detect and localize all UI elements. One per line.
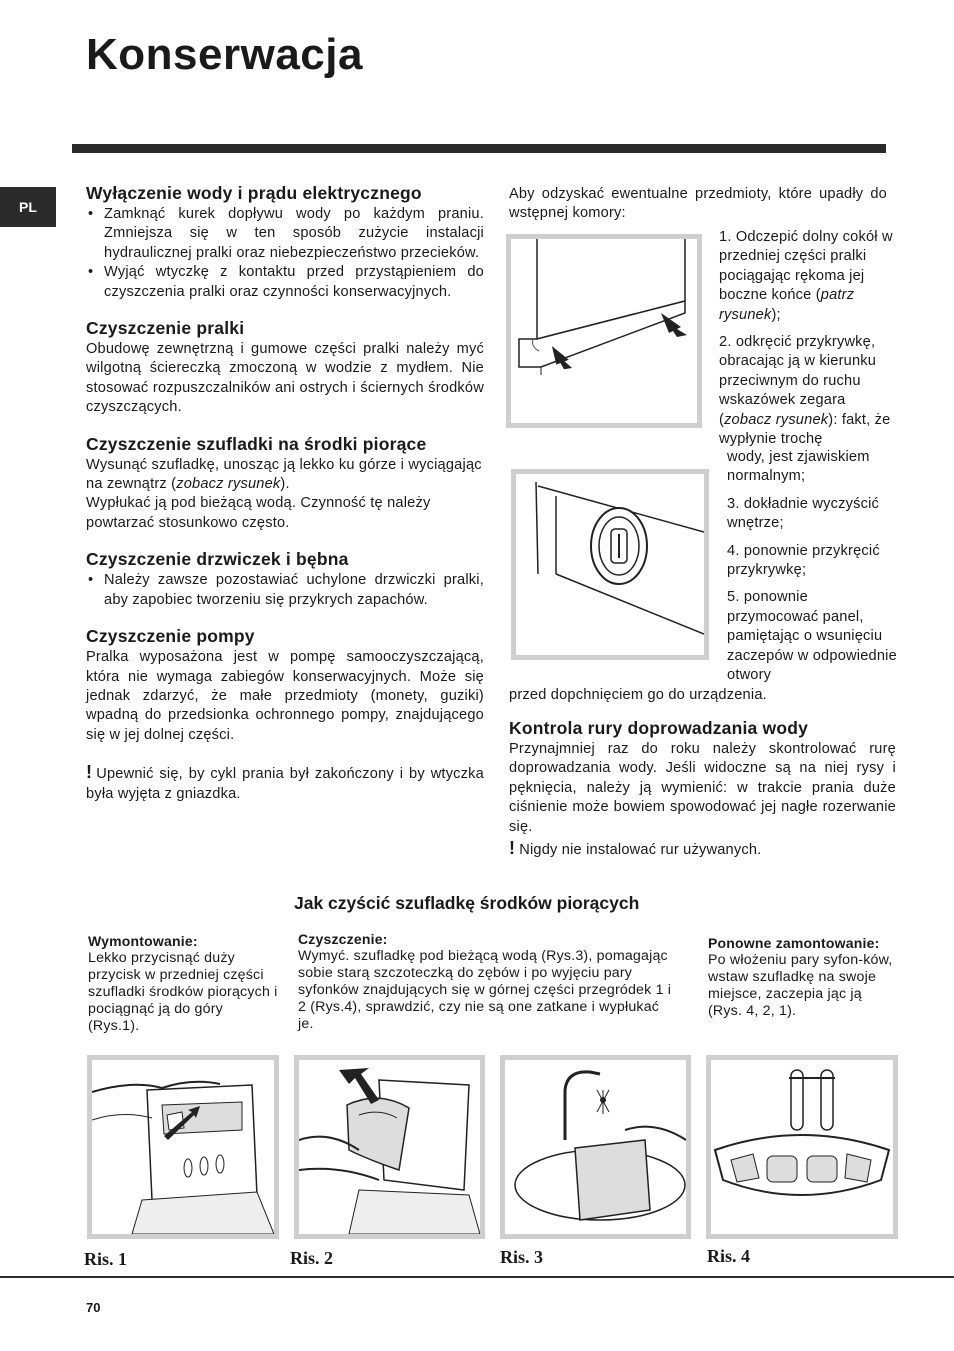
fig1-illustration bbox=[92, 1060, 274, 1234]
language-tab: PL bbox=[0, 187, 56, 227]
fig-2-drawer-lift bbox=[294, 1055, 485, 1239]
column-text: Po włożeniu pary syfon-ków, wstaw szufladkę na swoje miejsce, zaczepia jąc ją (Rys. 4, 2, 1). bbox=[708, 952, 893, 1019]
page-number: 70 bbox=[86, 1300, 101, 1315]
fig2-illustration bbox=[299, 1060, 480, 1234]
step-2 bbox=[719, 333, 899, 449]
section-door-drum bbox=[86, 549, 484, 610]
bullet-item: • Wyjąć wtyczkę z kontaktu przed przystąpieniem do czyszczenia pralki oraz czynności konserwacyjnych. bbox=[86, 263, 484, 302]
figure-label-3: Ris. 3 bbox=[500, 1247, 544, 1267]
step-4: 4. ponownie przykręcić przykrywkę; bbox=[727, 542, 880, 579]
section-text: Przynajmniej raz do roku należy skontrolować rurę doprowadzania wody. Jeśli widoczne są na niej rysy i pęknięcia, należy ją wymienić: w trakcie prania duże ciśnienie może bowiem spowodować jej nagłe rozerwanie się. bbox=[509, 741, 896, 835]
text-part: ): fakt, że wypłynie trochę bbox=[719, 411, 891, 448]
section-pump bbox=[86, 626, 484, 804]
section-text: Pralka wyposażona jest w pompę samooczyszczającą, która nie wymaga zabiegów konserwacyjnych. Może się jednak zdarzyć, że małe przedmioty (monety, guziki) wpadną do przedsionka ochronnego pompy, znajdującego się w jej dolnej części. bbox=[86, 649, 484, 743]
warning-text bbox=[509, 839, 896, 860]
text-part: ); bbox=[771, 306, 781, 323]
column-text: Wymyć. szufladkę pod bieżącą wodą (Rys.3), pomagając sobie starą szczoteczką do zębów i po wyjęciu pary syfonków znajdujących się w górnej części przegródek 1 i 2 (Rys.4), sprawdzić, czy nie są one zatkane i wypłukać je. bbox=[298, 948, 672, 1032]
text-part: 1. Odczepić dolny cokół w przedniej części pralki pociągając rękoma jej boczne końce ( bbox=[719, 229, 893, 304]
removal-column bbox=[88, 933, 278, 1035]
section-heading: Czyszczenie szufladki na środki piorące bbox=[86, 433, 427, 454]
column-text: Lekko przycisnąć duży przycisk w przedniej części szufladki środków piorących i pociągnąć ją do góry (Rys.1). bbox=[88, 950, 278, 1034]
fig3-illustration bbox=[505, 1060, 686, 1234]
section-text bbox=[86, 456, 484, 495]
section-heading: Kontrola rury doprowadzania wody bbox=[509, 718, 809, 738]
fig-4-siphons bbox=[706, 1055, 898, 1239]
text-part: Wysunąć szufladkę, unosząc ją lekko ku górze i wyciągając na zewnątrz ( bbox=[86, 456, 482, 493]
warning-text bbox=[86, 763, 484, 804]
step-5: 5. ponownie przymocować panel, pamiętając o wsunięciu zaczepów w odpowiednie otwory bbox=[727, 589, 897, 684]
pump-steps-cont bbox=[727, 448, 899, 693]
plinth-illustration bbox=[511, 239, 697, 423]
text-italic: patrz rysunek bbox=[719, 287, 855, 323]
section-text: Obudowę zewnętrzną i gumowe części pralki należy myć wilgotną ściereczką zmoczoną w wodzie z mydłem. Nie stosować rozpuszczalników ani ostrych i ściernych środków czyszczących. bbox=[86, 341, 484, 416]
cleaning-column bbox=[298, 931, 678, 1033]
section-drawer-cleaning bbox=[86, 434, 484, 534]
step-5-end: przed dopchnięciem go do urządzenia. bbox=[509, 687, 767, 703]
remount-column bbox=[708, 935, 894, 1020]
pump-cap-figure bbox=[511, 469, 709, 660]
step-1 bbox=[719, 228, 899, 325]
section-text: Wypłukać ją pod bieżącą wodą. Czynność tę należy powtarzać stosunkowo często. bbox=[86, 495, 431, 531]
text-italic: zobacz rysunek bbox=[724, 411, 829, 428]
pump-steps bbox=[719, 228, 899, 449]
text-part: ). bbox=[280, 476, 290, 493]
section-washer-cleaning bbox=[86, 318, 484, 418]
page-title: Konserwacja bbox=[86, 30, 363, 79]
section-hose-check bbox=[509, 718, 896, 860]
footer-rule bbox=[0, 1276, 954, 1278]
bullet-item: • Zamknąć kurek dopływu wody po każdym praniu. Zmniejsza się w ten sposób zużycie instalacji hydraulicznej pralki oraz niebezpieczeństwo przecieków. bbox=[86, 205, 484, 263]
text-part: 2. odkręcić przykrywkę, obracając ją w kierunku przeciwnym do ruchu wskazówek zegara ( bbox=[719, 334, 877, 428]
warning-icon: ! bbox=[509, 838, 516, 859]
section-heading: Czyszczenie drzwiczek i bębna bbox=[86, 549, 349, 570]
figure-label-2: Ris. 2 bbox=[290, 1248, 334, 1268]
figure-label-1: Ris. 1 bbox=[84, 1249, 128, 1269]
section-heading: Czyszczenie pralki bbox=[86, 318, 245, 339]
section-heading: Czyszczenie pompy bbox=[86, 626, 255, 647]
fig-1-drawer-removal bbox=[87, 1055, 279, 1239]
column-title: Wymontowanie: bbox=[88, 933, 198, 949]
column-title: Ponowne zamontowanie: bbox=[708, 935, 880, 951]
step-2-cont: wody, jest zjawiskiem normalnym; bbox=[727, 449, 870, 485]
figure-label-4: Ris. 4 bbox=[707, 1246, 751, 1266]
warning-icon: ! bbox=[86, 762, 93, 783]
title-rule bbox=[72, 144, 886, 153]
pump-cap-illustration bbox=[516, 474, 704, 655]
step-3: 3. dokładnie wyczyścić wnętrze; bbox=[727, 495, 880, 532]
left-column bbox=[86, 183, 484, 820]
bullet-item: • Należy zawsze pozostawiać uchylone drzwiczki pralki, aby zapobiec tworzeniu się przykrych zapachów. bbox=[86, 571, 484, 610]
right-intro: Aby odzyskać ewentualne przedmioty, które upadły do wstępnej komory: bbox=[509, 186, 887, 222]
column-title: Czyszczenie: bbox=[298, 931, 388, 947]
plinth-removal-figure bbox=[506, 234, 702, 428]
fig4-illustration bbox=[711, 1060, 893, 1234]
section-heading: Wyłączenie wody i prądu elektrycznego bbox=[86, 183, 422, 203]
warning-label: Nigdy nie instalować rur używanych. bbox=[519, 842, 762, 859]
text-italic: zobacz rysunek bbox=[176, 476, 281, 493]
section-power-off bbox=[86, 183, 484, 302]
warning-label: Upewnić się, by cykl prania był zakończony i by wtyczka była wyjęta z gniazdka. bbox=[86, 766, 484, 802]
drawer-section-title: Jak czyścić szufladkę środków piorących bbox=[294, 893, 640, 913]
fig-3-drawer-washing bbox=[500, 1055, 691, 1239]
